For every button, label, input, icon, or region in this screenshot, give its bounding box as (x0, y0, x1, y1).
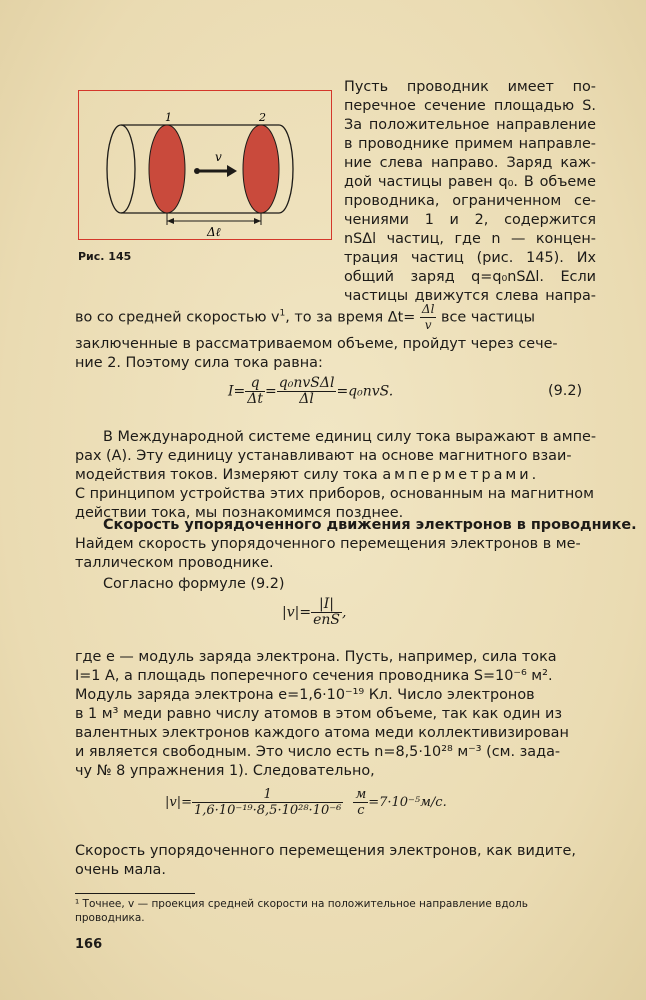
text-line: очень мала. (75, 862, 166, 878)
text-line: ние слева направо. Заряд каж- (344, 155, 596, 171)
text-line: действии тока, мы познакомимся позднее. (75, 505, 404, 521)
text-line: В Международной системе единиц силу тока выражают в ампе- (103, 429, 597, 445)
text-line: трация частиц (рис. 145). Их (344, 250, 596, 266)
page-number: 166 (75, 937, 103, 952)
text-line: и является свободным. Это число есть n=8,5·10²⁸ м⁻³ (см. зада- (75, 744, 561, 760)
text-line: С принципом устройства этих приборов, основанным на магнитном (75, 486, 594, 502)
paragraph-example (75, 648, 596, 781)
section-1 (149, 125, 185, 213)
figure-caption: Рис. 145 (78, 250, 132, 263)
text-line: дой частицы равен q₀. В объеме (344, 174, 596, 190)
text-line: Найдем скорость упорядоченного перемещения электронов в ме- (75, 536, 581, 552)
section-2 (243, 125, 279, 213)
text-line: частицы движутся слева напра- (344, 288, 596, 304)
text-fragment: во со средней скоростью v (75, 309, 280, 326)
paragraph-si-units (75, 428, 596, 523)
text-line: чениями 1 и 2, содержится (344, 212, 596, 228)
text-line: рах (А). Эту единицу устанавливают на основе магнитного взаи- (75, 448, 572, 464)
text-line: nSΔl частиц, где n — концен- (344, 231, 596, 247)
right-column-text (344, 78, 596, 306)
fraction-dl-v: $\frac{\Delta l}{v}$ (421, 302, 435, 332)
text-line: в 1 м³ меди равно числу атомов в этом объеме, так как один из (75, 706, 563, 722)
formula-velocity: |v|= $\frac{|I|}{\text{enS}}$ , (282, 596, 347, 628)
text-line: в проводнике примем направле- (344, 136, 596, 152)
ammeter-term: амперметрами. (382, 467, 540, 483)
text-line: Скорость упорядоченного перемещения электронов, как видите, (75, 843, 576, 859)
text-line: чу № 8 упражнения 1). Следовательно, (75, 763, 375, 779)
text-line: ние 2. Поэтому сила тока равна: (75, 355, 323, 371)
text-line: заключенные в рассматриваемом объеме, пройдут через сече- (75, 336, 558, 352)
text-line: Согласно формуле (9.2) (103, 576, 285, 592)
label-length: Δℓ (207, 225, 221, 239)
formula-result: |v|= $\frac{1}{\text{1,6·10⁻¹⁹·8,5·10²⁸·10⁻⁶}}$ $\frac{м}{с}$ =7·10⁻⁵м/с. (165, 787, 447, 818)
section-electron-speed (75, 516, 637, 594)
text-line: проводника, ограниченном се- (344, 193, 596, 209)
label-velocity: v (215, 150, 222, 164)
paragraph-conclusion (75, 842, 596, 880)
conductor-diagram (79, 91, 331, 239)
text-line: таллическом проводнике. (75, 555, 274, 571)
text-line: где e — модуль заряда электрона. Пусть, например, сила тока (75, 649, 557, 665)
text-fragment: все частицы (441, 309, 535, 326)
text-line: общий заряд q=q₀nSΔl. Если (344, 269, 596, 285)
footnote-divider (75, 893, 195, 894)
label-section-2: 2 (259, 111, 266, 124)
text-line: валентных электронов каждого атома меди коллективизирован (75, 725, 569, 741)
paragraph-continued (75, 302, 596, 373)
text-fragment: , то за время Δt= (285, 309, 416, 326)
text-line: перечное сечение площадью S. (344, 98, 596, 114)
text-line: Пусть проводник имеет по- (344, 79, 596, 95)
text-line (75, 302, 596, 333)
text-line: За положительное направление (344, 117, 596, 133)
text-line: модействия токов. Измеряют силу тока амперметрами. (75, 467, 540, 483)
label-section-1: 1 (165, 111, 172, 124)
formula-9-2: I= $\frac{q}{\Delta t}$ = $\frac{\text{q₀nvSΔl}}{\Delta l}$ =q₀nvS. (228, 375, 394, 407)
text-line: Модуль заряда электрона e=1,6·10⁻¹⁹ Кл. Число электронов (75, 687, 535, 703)
text-line: I=1 А, а площадь поперечного сечения проводника S=10⁻⁶ м². (75, 668, 553, 684)
section-heading: Скорость упорядоченного движения электронов в проводнике. (103, 517, 637, 533)
footnote-ref: 1 (279, 308, 286, 319)
footnote: ¹ Точнее, v — проекция средней скорости на положительное направление вдоль проводника. (75, 898, 528, 924)
equation-number: (9.2) (548, 383, 583, 399)
figure-145 (78, 90, 332, 240)
